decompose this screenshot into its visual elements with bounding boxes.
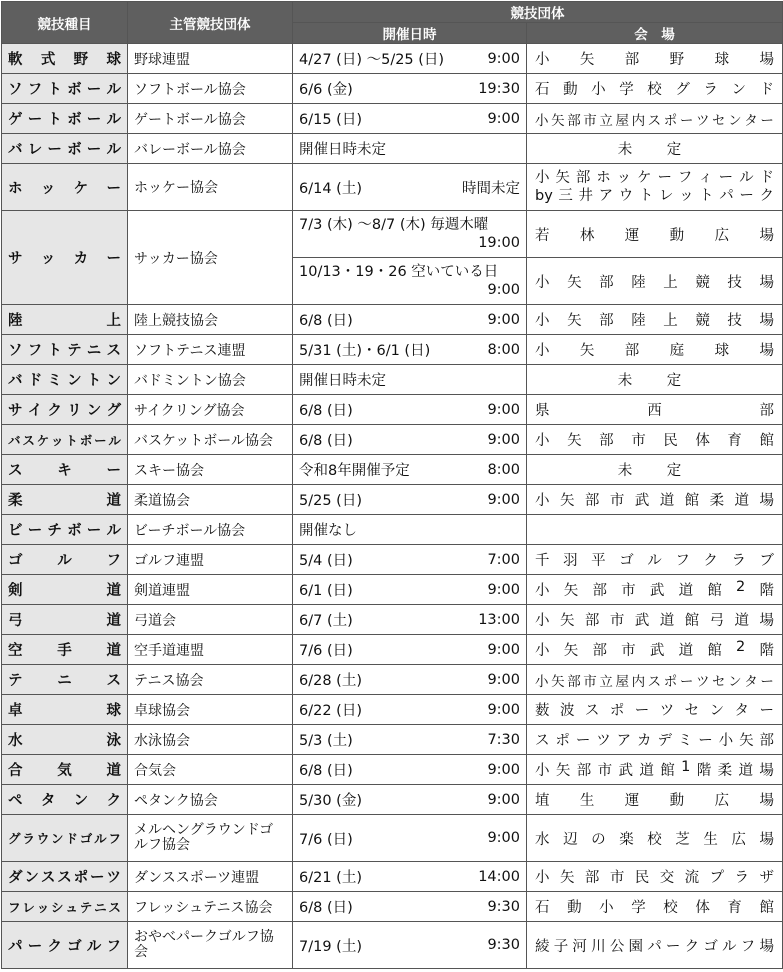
time-text: 9:00 <box>487 311 520 328</box>
sport-cell <box>2 815 128 862</box>
spread-text: フ レ ッ シ ュ テ ニ ス <box>8 899 121 915</box>
spread-text: ゴ ル フ <box>8 553 121 569</box>
date-line <box>299 78 520 99</box>
date-line <box>299 309 520 330</box>
spread-text: 水 辺 の 楽 校 芝 生 広 場 <box>535 831 774 848</box>
date-line <box>299 108 520 129</box>
header-group: 競技団体 <box>293 2 783 23</box>
venue-cell: 未 定 <box>527 455 783 485</box>
sport-cell <box>2 425 128 455</box>
date-cell <box>293 725 527 755</box>
date-text: 5/31 (土)・6/1 (日) <box>299 343 431 359</box>
table-row <box>2 455 783 485</box>
header-sport: 競技種目 <box>2 2 128 44</box>
date-two-line <box>299 216 520 252</box>
sport-cell <box>2 605 128 635</box>
table-row <box>2 74 783 104</box>
date-text: 令和8年開催予定 <box>299 463 410 479</box>
spread-text: 県 西 部 <box>535 403 774 419</box>
sport-cell <box>2 665 128 695</box>
table-row <box>2 365 783 395</box>
table-row <box>2 134 783 164</box>
date-text: 6/8 (日) <box>299 763 353 779</box>
sport-cell <box>2 44 128 74</box>
venue-cell <box>527 785 783 815</box>
date-text: 6/21 (土) <box>299 870 362 886</box>
date-text: 開催なし <box>299 523 357 539</box>
table-row <box>2 104 783 134</box>
spread-text: 若 林 運 動 広 場 <box>535 227 774 244</box>
date-cell <box>293 755 527 785</box>
org-cell: ビーチボール協会 <box>128 515 293 545</box>
table-row <box>2 335 783 365</box>
org-cell: バスケットボール協会 <box>128 425 293 455</box>
spread-text: バ レ ー ボ ー ル <box>8 142 121 158</box>
spread-text: サ イ ク リ ン グ <box>8 403 121 419</box>
date-line <box>299 866 520 887</box>
date-cell <box>293 305 527 335</box>
date-text: 7/6 (日) <box>299 831 353 848</box>
header-venue: 会 場 <box>527 23 783 44</box>
time-text: 14:00 <box>478 868 520 885</box>
date-line <box>299 729 520 750</box>
time-text: 9:00 <box>487 401 520 418</box>
date-line <box>299 549 520 570</box>
date-line <box>299 896 520 917</box>
time-text: 9:00 <box>487 491 520 508</box>
spread-text: 剣 道 <box>8 583 121 599</box>
date-cell <box>293 862 527 892</box>
date-cell <box>293 485 527 515</box>
spread-text: ス キ ー <box>8 463 121 479</box>
table-row <box>2 785 783 815</box>
sport-cell <box>2 635 128 665</box>
org-cell: スキー協会 <box>128 455 293 485</box>
sport-cell <box>2 164 128 211</box>
sport-cell <box>2 922 128 969</box>
time-text: 9:00 <box>487 581 520 598</box>
date-text: 10/13・19・26 空いている日 <box>299 264 499 280</box>
spread-text: グ ラ ウ ン ド ゴ ル フ <box>8 831 121 846</box>
venue-line: by 三 井 ア ウ ト レ ッ ト パ ー ク <box>535 188 774 204</box>
spread-text: 小 矢 部 野 球 場 <box>535 52 774 68</box>
date-line <box>299 669 520 690</box>
sport-cell <box>2 515 128 545</box>
org-cell: 水泳協会 <box>128 725 293 755</box>
spread-text: 小 矢 部 陸 上 競 技 場 <box>535 274 774 291</box>
spread-text: 薮 波 ス ポ ー ツ セ ン タ ー <box>535 703 774 719</box>
date-cell <box>293 635 527 665</box>
spread-text: サ ッ カ ー <box>8 251 121 267</box>
table-row <box>2 815 783 862</box>
time-text: 7:00 <box>487 551 520 568</box>
table-row <box>2 695 783 725</box>
date-cell <box>293 545 527 575</box>
org-cell: ホッケー協会 <box>128 164 293 211</box>
date-cell <box>293 395 527 425</box>
date-line <box>299 609 520 630</box>
sport-cell <box>2 74 128 104</box>
sport-cell <box>2 485 128 515</box>
date-cell <box>293 134 527 164</box>
org-cell: ソフトボール協会 <box>128 74 293 104</box>
time-text: 9:00 <box>487 110 520 127</box>
table-body <box>2 44 783 969</box>
date-text: 開催日時未定 <box>299 142 386 158</box>
time-text: 9:00 <box>487 761 520 778</box>
date-text: 6/8 (日) <box>299 403 353 419</box>
date-text: 7/19 (土) <box>299 938 362 955</box>
venue-cell <box>527 211 783 258</box>
venue-cell <box>527 74 783 104</box>
venue-cell <box>527 545 783 575</box>
org-cell: 野球連盟 <box>128 44 293 74</box>
table-row <box>2 755 783 785</box>
date-line <box>299 459 520 480</box>
events-table <box>1 1 783 969</box>
header-date: 開催日時 <box>293 23 527 44</box>
date-cell <box>293 455 527 485</box>
table-row <box>2 515 783 545</box>
spread-text: 石 動 小 学 校 グ ラ ン ド <box>535 82 774 98</box>
spread-text: ス ポ ー ツ ア カ デ ミ ー 小 矢 部 <box>535 733 774 749</box>
spread-text: 石 動 小 学 校 体 育 館 <box>535 900 774 916</box>
sport-cell <box>2 211 128 305</box>
spread-text: ゲ ー ト ボ ー ル <box>8 112 121 128</box>
date-cell <box>293 665 527 695</box>
org-cell: 卓球協会 <box>128 695 293 725</box>
venue-cell <box>527 335 783 365</box>
org-cell: ゲートボール協会 <box>128 104 293 134</box>
time-text: 7:30 <box>487 731 520 748</box>
venue-cell <box>527 305 783 335</box>
sport-cell <box>2 545 128 575</box>
date-cell <box>293 575 527 605</box>
date-cell <box>293 258 527 305</box>
spread-text: 陸 上 <box>8 313 121 329</box>
spread-text: 軟 式 野 球 <box>8 52 121 68</box>
spread-text: 小 矢 部 市 武 道 館 柔 道 場 <box>535 493 774 509</box>
org-cell: 空手道連盟 <box>128 635 293 665</box>
spread-text: ソ フ ト テ ニ ス <box>8 343 121 359</box>
table-row <box>2 665 783 695</box>
date-line <box>299 429 520 450</box>
sport-cell <box>2 455 128 485</box>
spread-text: 小 矢 部 市 立 屋 内 ス ポ ー ツ セ ン タ ー <box>535 673 774 690</box>
date-text: 6/6 (金) <box>299 82 353 98</box>
venue-cell <box>527 425 783 455</box>
date-line <box>299 639 520 660</box>
venue-cell: 未 定 <box>527 365 783 395</box>
time-text: 9:00 <box>487 830 520 846</box>
sport-cell <box>2 785 128 815</box>
spread-text: 柔 道 <box>8 493 121 509</box>
venue-line: 小 矢 部 ホ ッ ケ ー フ ィ ー ル ド <box>535 170 774 186</box>
venue-cell <box>527 922 783 969</box>
sport-cell <box>2 862 128 892</box>
date-text: 5/4 (日) <box>299 553 353 569</box>
venue-cell <box>527 695 783 725</box>
spread-text: 千 羽 平 ゴ ル フ ク ラ ブ <box>535 553 774 569</box>
time-text: 9:00 <box>487 671 520 688</box>
sport-cell <box>2 134 128 164</box>
org-cell: バレーボール協会 <box>128 134 293 164</box>
org-cell: メルヘングラウンドゴルフ協会 <box>128 815 293 862</box>
date-line <box>299 789 520 810</box>
org-cell: ダンススポーツ連盟 <box>128 862 293 892</box>
sport-cell <box>2 695 128 725</box>
date-text: 6/28 (土) <box>299 673 362 689</box>
date-line <box>299 138 520 159</box>
venue-cell <box>527 725 783 755</box>
table-row <box>2 892 783 922</box>
org-cell: 陸上競技協会 <box>128 305 293 335</box>
time-text: 9:00 <box>487 701 520 718</box>
date-text: 6/15 (日) <box>299 112 362 128</box>
time-text: 19:30 <box>478 80 520 97</box>
date-line <box>299 177 520 198</box>
time-text: 9:00 <box>487 282 520 298</box>
venue-cell <box>527 862 783 892</box>
org-cell: バドミントン協会 <box>128 365 293 395</box>
spread-text: 小 矢 部 市 武 道 館 2 階 <box>535 579 774 599</box>
table-row <box>2 425 783 455</box>
date-cell <box>293 922 527 969</box>
sport-cell <box>2 575 128 605</box>
sport-cell <box>2 104 128 134</box>
venue-cell <box>527 575 783 605</box>
spread-text: 小 矢 部 陸 上 競 技 場 <box>535 313 774 329</box>
date-text: 6/8 (日) <box>299 900 353 916</box>
sport-cell <box>2 365 128 395</box>
table-row <box>2 635 783 665</box>
venue-cell <box>527 755 783 785</box>
spread-text: 弓 道 <box>8 613 121 629</box>
org-cell: 剣道連盟 <box>128 575 293 605</box>
date-cell <box>293 515 527 545</box>
time-text: 時間未定 <box>462 180 520 197</box>
spread-text: ソ フ ト ボ ー ル <box>8 82 121 98</box>
sport-cell <box>2 335 128 365</box>
spread-text: 卓 球 <box>8 703 121 719</box>
date-line <box>299 339 520 360</box>
table-header <box>2 2 783 44</box>
spread-text: 綾 子 河 川 公 園 パ ー ク ゴ ル フ 場 <box>535 938 774 955</box>
spread-text: 合 気 道 <box>8 763 121 779</box>
spread-text: 小 矢 部 市 武 道 館 弓 道 場 <box>535 613 774 629</box>
venue-cell <box>527 665 783 695</box>
date-cell <box>293 785 527 815</box>
date-text: 6/22 (日) <box>299 703 362 719</box>
venue-cell: 未 定 <box>527 134 783 164</box>
date-cell <box>293 695 527 725</box>
date-cell <box>293 211 527 258</box>
date-two-line <box>299 263 520 299</box>
table-row <box>2 922 783 969</box>
spread-text: バ ス ケ ッ ト ボ ー ル <box>8 432 121 448</box>
time-text: 13:00 <box>478 611 520 628</box>
spread-text: 小 矢 部 市 武 道 館 1 階 柔 道 場 <box>535 759 774 779</box>
org-cell: 柔道協会 <box>128 485 293 515</box>
org-cell: ペタンク協会 <box>128 785 293 815</box>
date-text: 6/8 (日) <box>299 433 353 449</box>
date-line <box>299 699 520 720</box>
time-text: 9:00 <box>487 431 520 448</box>
table-row <box>2 862 783 892</box>
date-cell <box>293 815 527 862</box>
spread-text: 小 矢 部 市 民 体 育 館 <box>535 433 774 449</box>
date-line <box>299 519 520 540</box>
table-row <box>2 211 783 258</box>
date-cell <box>293 365 527 395</box>
date-line <box>299 369 520 390</box>
spread-text: 空 手 道 <box>8 643 121 659</box>
venue-cell <box>527 104 783 134</box>
time-text: 9:30 <box>487 898 520 915</box>
venue-cell <box>527 635 783 665</box>
org-cell: テニス協会 <box>128 665 293 695</box>
date-cell <box>293 44 527 74</box>
spread-text: 小 矢 部 市 立 屋 内 ス ポ ー ツ セ ン タ ー <box>535 112 774 129</box>
spread-text: ビ ー チ ボ ー ル <box>8 523 121 539</box>
venue-two-line <box>535 169 774 205</box>
org-cell: サッカー協会 <box>128 211 293 305</box>
time-text: 9:00 <box>487 791 520 808</box>
venue-cell <box>527 815 783 862</box>
date-cell <box>293 74 527 104</box>
venue-cell <box>527 605 783 635</box>
spread-text: ホ ッ ケ ー <box>8 180 121 197</box>
org-cell: ソフトテニス連盟 <box>128 335 293 365</box>
date-cell <box>293 104 527 134</box>
time-text: 9:30 <box>487 937 520 953</box>
date-text: 6/7 (土) <box>299 613 353 629</box>
date-text: 6/14 (土) <box>299 180 362 197</box>
org-cell: 弓道会 <box>128 605 293 635</box>
sport-cell <box>2 725 128 755</box>
date-line <box>299 489 520 510</box>
spread-text: パ ー ク ゴ ル フ <box>8 938 121 955</box>
sport-cell <box>2 395 128 425</box>
venue-cell <box>527 485 783 515</box>
org-cell: ゴルフ連盟 <box>128 545 293 575</box>
date-line <box>299 759 520 780</box>
sport-cell <box>2 892 128 922</box>
date-text: 7/3 (木) ～8/7 (木) 毎週木曜 <box>299 217 489 233</box>
venue-cell <box>527 515 783 545</box>
date-text: 7/6 (日) <box>299 643 353 659</box>
date-line <box>299 48 520 69</box>
org-cell: フレッシュテニス協会 <box>128 892 293 922</box>
time-text: 9:00 <box>487 641 520 658</box>
venue-cell <box>527 44 783 74</box>
date-text: 5/3 (土) <box>299 733 353 749</box>
venue-cell <box>527 395 783 425</box>
sport-cell <box>2 755 128 785</box>
date-cell <box>293 425 527 455</box>
org-cell: おやべパークゴルフ協会 <box>128 922 293 969</box>
date-line <box>299 935 520 956</box>
venue-cell <box>527 164 783 211</box>
table-row <box>2 305 783 335</box>
table-row <box>2 575 783 605</box>
date-cell <box>293 892 527 922</box>
table-row <box>2 485 783 515</box>
spread-text: ダ ン ス ス ポ ー ツ <box>8 870 121 886</box>
date-line <box>299 399 520 420</box>
table-row <box>2 395 783 425</box>
sport-cell <box>2 305 128 335</box>
table-row <box>2 545 783 575</box>
spread-text: 埴 生 運 動 広 場 <box>535 793 774 809</box>
date-text: 5/25 (日) <box>299 493 362 509</box>
table-row <box>2 725 783 755</box>
date-line <box>299 579 520 600</box>
spread-text: 小 矢 部 市 民 交 流 プ ラ ザ <box>535 870 774 886</box>
time-text: 19:00 <box>478 235 520 251</box>
venue-cell <box>527 258 783 305</box>
venue-cell <box>527 892 783 922</box>
date-line <box>299 828 520 849</box>
date-text: 6/1 (日) <box>299 583 353 599</box>
time-text: 8:00 <box>487 461 520 478</box>
date-text: 開催日時未定 <box>299 373 386 389</box>
date-cell <box>293 605 527 635</box>
date-text: 5/30 (金) <box>299 793 362 809</box>
time-text: 8:00 <box>487 341 520 358</box>
header-org: 主管競技団体 <box>128 2 293 44</box>
spread-text: テ ニ ス <box>8 673 121 689</box>
table-row <box>2 44 783 74</box>
spread-text: 水 泳 <box>8 733 121 749</box>
spread-text: バ ド ミ ン ト ン <box>8 373 121 389</box>
spread-text: ペ タ ン ク <box>8 793 121 809</box>
spread-text: 小 矢 部 市 武 道 館 2 階 <box>535 639 774 659</box>
org-cell: サイクリング協会 <box>128 395 293 425</box>
table-row <box>2 164 783 211</box>
date-cell <box>293 335 527 365</box>
date-text: 4/27 (日) ～5/25 (日) <box>299 52 445 68</box>
org-cell: 合気会 <box>128 755 293 785</box>
date-cell <box>293 164 527 211</box>
table-row <box>2 605 783 635</box>
time-text: 9:00 <box>487 50 520 67</box>
spread-text: 小 矢 部 庭 球 場 <box>535 343 774 359</box>
date-text: 6/8 (日) <box>299 313 353 329</box>
